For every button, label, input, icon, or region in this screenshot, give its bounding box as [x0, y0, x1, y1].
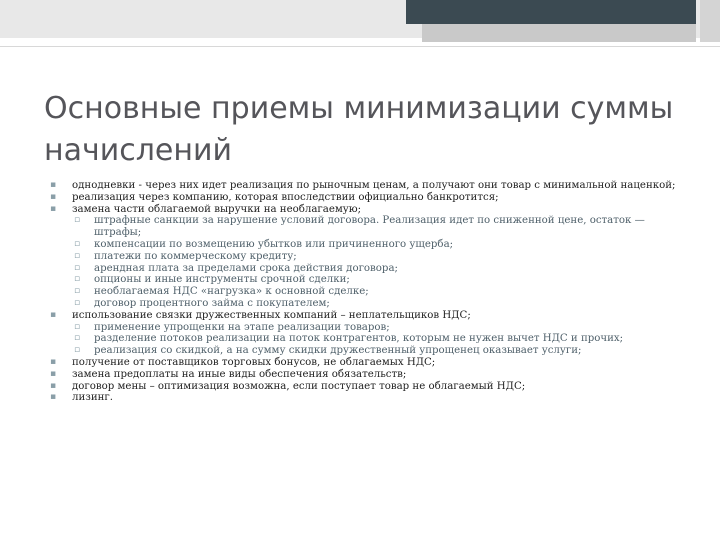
sub-bullet-marker: ▫ [74, 345, 81, 356]
list-item-text: реализация через компанию, которая впоследствии официально банкротится; [72, 191, 499, 203]
list-item-text: использование связки дружественных компаний – неплательщиков НДС; [72, 309, 471, 321]
sub-bullet-marker: ▫ [74, 238, 81, 249]
header-accent-light [422, 24, 696, 42]
list-item-text: договор мены – оптимизация возможна, если поступает товар не облагаемый НДС; [72, 380, 526, 392]
list-item-text: разделение потоков реализации на поток контрагентов, которым не нужен вычет НДС и прочих; [94, 333, 624, 345]
list-item-text: однодневки - через них идет реализация по рыночным ценам, а получают они товар с минимальной наценкой; [72, 180, 676, 191]
list-item-text: платежи по коммерческому кредиту; [94, 250, 297, 262]
list-item-text: замена предоплаты на иные виды обеспечения обязательств; [72, 368, 407, 380]
sub-bullet-marker: ▫ [74, 262, 81, 273]
sub-list-item [50, 333, 690, 345]
header-accent-right [700, 0, 720, 42]
bullet-marker: ▪ [50, 368, 57, 379]
list-item [50, 204, 690, 216]
list-item-text: применение упрощенки на этапе реализации товаров; [94, 321, 390, 333]
bullet-marker: ▪ [50, 380, 57, 391]
bullet-list [50, 180, 690, 404]
sub-list-item [50, 322, 690, 334]
sub-list-item [50, 263, 690, 275]
list-item-text: замена части облагаемой выручки на необлагаемую; [72, 203, 362, 215]
bullet-marker: ▪ [50, 203, 57, 214]
bullet-marker: ▪ [50, 180, 57, 190]
slide-title: Основные приемы минимизации суммы начислений [44, 91, 674, 168]
list-item [50, 369, 690, 381]
bullet-marker: ▪ [50, 309, 57, 320]
sub-bullet-marker: ▫ [74, 286, 81, 297]
sub-bullet-marker: ▫ [74, 215, 81, 226]
list-item [50, 392, 690, 404]
list-item-text: лизинг. [72, 392, 113, 404]
list-item-text: необлагаемая НДС «нагрузка» к основной сделке; [94, 286, 369, 298]
list-item [50, 310, 690, 322]
header-accent-dark [406, 0, 696, 24]
bullet-marker: ▪ [50, 191, 57, 202]
list-item-text: опционы и иные инструменты срочной сделки; [94, 274, 350, 286]
list-item-text: реализация со скидкой, а на сумму скидки дружественный упрощенец оказывает услуги; [94, 345, 582, 357]
sub-bullet-marker: ▫ [74, 321, 81, 332]
list-item-text: штрафные санкции за нарушение условий договора. Реализация идет по сниженной цене, остаток — штрафы; [94, 215, 645, 239]
slide-body [50, 180, 690, 404]
list-item [50, 357, 690, 369]
list-item [50, 381, 690, 393]
sub-list-item [50, 298, 690, 310]
sub-list-item [50, 286, 690, 298]
sub-list-item [50, 251, 690, 263]
sub-bullet-marker: ▫ [74, 274, 81, 285]
bullet-marker: ▪ [50, 392, 57, 403]
list-item-text: арендная плата за пределами срока действия договора; [94, 262, 398, 274]
list-item [50, 192, 690, 204]
list-item-text: получение от поставщиков торговых бонусов, не облагаемых НДС; [72, 356, 436, 368]
list-item-text: договор процентного займа с покупателем; [94, 297, 330, 309]
sub-list-item [50, 274, 690, 286]
list-item [50, 180, 690, 192]
sub-bullet-marker: ▫ [74, 250, 81, 261]
sub-list-item [50, 345, 690, 357]
header-divider [0, 46, 720, 47]
sub-list-item [50, 215, 690, 239]
sub-bullet-marker: ▫ [74, 333, 81, 344]
sub-list-item [50, 239, 690, 251]
sub-bullet-marker: ▫ [74, 297, 81, 308]
list-item-text: компенсации по возмещению убытков или причиненного ущерба; [94, 238, 454, 250]
bullet-marker: ▪ [50, 356, 57, 367]
